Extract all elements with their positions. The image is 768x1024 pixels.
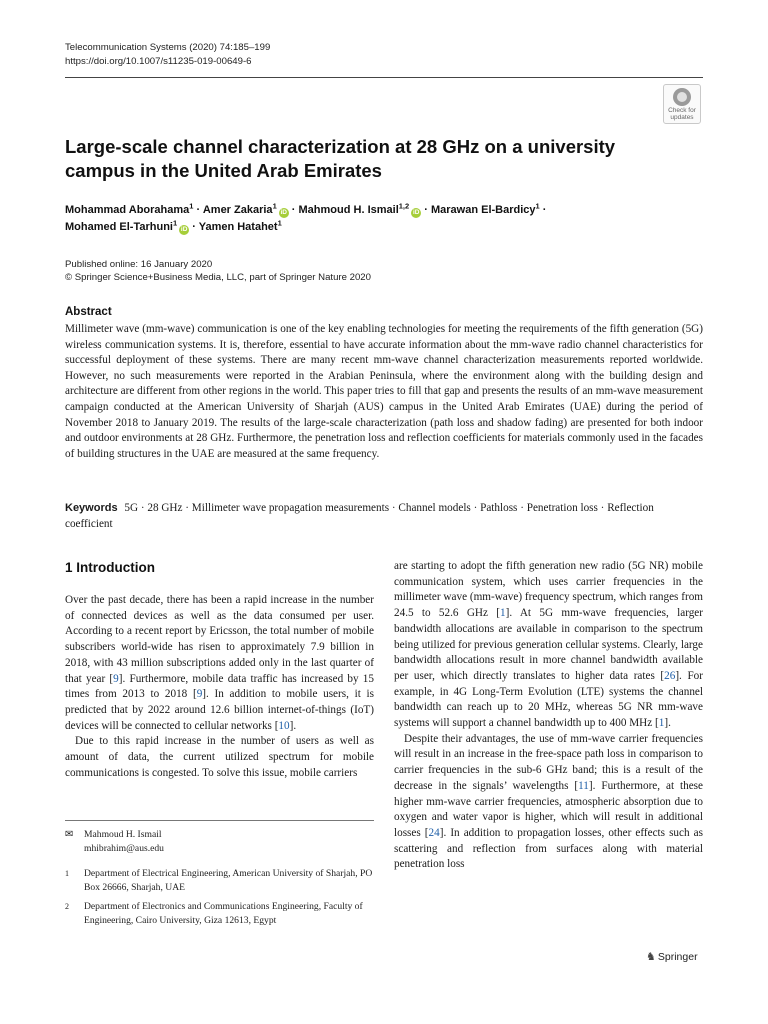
author-name[interactable]: Amer Zakaria bbox=[202, 204, 273, 216]
affiliation-2-text: Department of Electronics and Communications Engineering, Faculty of Engineering, Cairo University, Giza 12613, Egypt bbox=[84, 901, 363, 926]
author-list bbox=[65, 202, 695, 236]
author-affiliation: 1 bbox=[277, 218, 282, 228]
author-name[interactable]: Mohammad Aborahama bbox=[65, 204, 190, 216]
header-rule bbox=[65, 77, 703, 78]
citation-link[interactable]: 1 bbox=[500, 607, 506, 620]
copyright-notice: © Springer Science+Business Media, LLC, part of Springer Nature 2020 bbox=[65, 272, 371, 283]
orcid-icon[interactable]: iD bbox=[280, 209, 287, 216]
body-paragraph: Over the past decade, there has been a rapid increase in the number of connected devices as well as the data consumed per user. According to a recent report by Ericsson, the total number of mobile subscribers world-wide has risen to approximately 7.9 billion in 2018, with 43 million subscriptions added only in the last quarter of that year [9]. Furthermore, mobile data traffic has increased by 15 times from 2013 to 2018 [9]. In addition to mobile users, it is predicted that by 2022 around 12.6 billion internet-of-things (IoT) devices will be connected to cellular networks [10]. bbox=[65, 594, 374, 732]
citation-link[interactable]: 9 bbox=[196, 688, 203, 701]
affiliation-2-mark: 2 bbox=[65, 902, 69, 911]
author-name[interactable]: Mahmoud H. Ismail bbox=[298, 204, 399, 216]
author-name[interactable]: Mohamed El-Tarhuni bbox=[65, 221, 173, 233]
affiliation-1-mark: 1 bbox=[65, 869, 69, 878]
abstract-text: Millimeter wave (mm-wave) communication is one of the key enabling technologies for meeting the requirements of the fifth generation (5G) wireless communication systems. It is, therefore, essential to have accurate information about the mm-wave radio channel characteristics for successful deployment of these systems. There are many recent mm-wave channel characterization measurements reported worldwide. However, no such measurements were reported in the Arabian Peninsula, where the environment along with the building design and architecture are different from other regions in the world. This paper tries to fill that gap and presents the results of an mm-wave measurement campaign conducted at the American University of Sharjah (AUS) campus in the United Arab Emirates (UAE) during the period of November 2018 to January 2019. The results of the large-scale characterization (path loss and shadow fading) are presented for both indoor and outdoor environments at 28 GHz. Furthermore, the penetration loss and reflection coefficients for materials commonly used in the facades of building structures in the UAE are measured at the same frequency. bbox=[65, 323, 703, 460]
affiliation-1-text: Department of Electrical Engineering, American University of Sharjah, PO Box 26666, Sharjah, UAE bbox=[84, 868, 373, 893]
right-column bbox=[394, 559, 703, 873]
published-date: Published online: 16 January 2020 bbox=[65, 259, 213, 270]
contact-email[interactable]: mhibrahim@aus.edu bbox=[84, 842, 164, 854]
left-column bbox=[65, 593, 374, 781]
citation-link[interactable]: 11 bbox=[578, 779, 589, 792]
keywords-list: 5G · 28 GHz · Millimeter wave propagation measurements · Channel models · Pathloss · Penetration loss · Reflection coefficient bbox=[65, 502, 654, 530]
citation-link[interactable]: 10 bbox=[278, 719, 290, 732]
author-affiliation: 1 bbox=[535, 201, 540, 211]
citation-link[interactable]: 1 bbox=[658, 717, 665, 730]
orcid-icon[interactable]: iD bbox=[180, 226, 188, 233]
author-affiliation: 1,2 bbox=[398, 201, 410, 211]
author-affiliation: 1 bbox=[272, 201, 277, 211]
publisher-logo bbox=[646, 950, 698, 963]
affiliation-2 bbox=[65, 900, 374, 927]
citation-link[interactable]: 9 bbox=[113, 672, 119, 685]
body-paragraph: Despite their advantages, the use of mm-wave carrier frequencies will result in an increase in the free-space path loss in comparison to carrier frequencies in the sub-6 GHz band; this is a result of the decrease in the signals’ wavelengths [11]. Furthermore, at these higher mm-wave carrier frequencies, atmospheric absorption due to oxygen and water vapor is higher, which will result in additional losses [24]. In addition to propagation losses, other effects such as scattering and reflection from surfaces along with material penetration loss bbox=[394, 732, 703, 871]
body-paragraph: Due to this rapid increase in the number of users as well as amount of data, the current utilized spectrum for mobile communications is congested. To solve this issue, mobile carriers bbox=[65, 735, 374, 779]
running-header bbox=[65, 41, 270, 69]
affiliation-1 bbox=[65, 867, 374, 894]
badge-label-1: Check for bbox=[668, 107, 696, 114]
section-heading: 1 Introduction bbox=[65, 560, 155, 575]
footnote-rule bbox=[65, 820, 374, 821]
publisher-name: Springer bbox=[657, 951, 698, 963]
citation-link[interactable]: 24 bbox=[428, 826, 440, 839]
author-separator: · bbox=[189, 221, 199, 233]
crossmark-icon bbox=[673, 88, 691, 106]
abstract-heading: Abstract bbox=[65, 306, 112, 318]
citation-link[interactable]: 26 bbox=[664, 669, 676, 682]
author-name[interactable]: Yamen Hatahet bbox=[198, 221, 278, 233]
author-name[interactable]: Marawan El-Bardicy bbox=[430, 204, 536, 216]
author-separator: · bbox=[288, 204, 299, 216]
publication-info bbox=[65, 258, 371, 284]
contact-name: Mahmoud H. Ismail bbox=[84, 829, 162, 840]
author-affiliation: 1 bbox=[172, 218, 178, 228]
keywords-block bbox=[65, 500, 703, 532]
journal-citation: Telecommunication Systems (2020) 74:185–199 bbox=[65, 42, 271, 53]
paper-title: Large-scale channel characterization at 28 GHz on a university campus in the United Arab Emirates bbox=[65, 136, 616, 181]
springer-horse-icon: ♞ bbox=[646, 950, 656, 963]
doi-link[interactable]: https://doi.org/10.1007/s11235-019-00649-6 bbox=[65, 56, 252, 67]
badge-label-2: updates bbox=[670, 114, 694, 121]
author-separator: · bbox=[539, 204, 547, 216]
author-affiliation: 1 bbox=[189, 201, 194, 211]
orcid-icon[interactable]: iD bbox=[412, 209, 420, 216]
envelope-icon: ✉ bbox=[65, 829, 74, 840]
body-paragraph: are starting to adopt the fifth generation new radio (5G NR) mobile communication system, which uses carrier frequencies in the millimeter wave (mm-wave) frequency spectrum, which ranges from 24.5 to 52.6 GHz [1]. At 5G mm-wave frequencies, larger bandwidth allocations are available in comparison to the spectrum being utilized for previous generation cellular systems. Clearly, large bandwidth allocations result in more channel bandwidth available per user, which directly translates to higher data rates [26]. For example, in 4G Long-Term Evolution (LTE) systems the channel bandwidth can reach up to 20 MHz, whereas 5G NR mm-wave systems will support a channel bandwidth up to 400 MHz [1]. bbox=[394, 560, 703, 730]
check-for-updates-badge[interactable] bbox=[663, 84, 701, 124]
keywords-label: Keywords bbox=[65, 502, 118, 514]
author-separator: · bbox=[193, 204, 203, 216]
author-separator: · bbox=[421, 204, 431, 216]
corresponding-author bbox=[65, 828, 374, 855]
